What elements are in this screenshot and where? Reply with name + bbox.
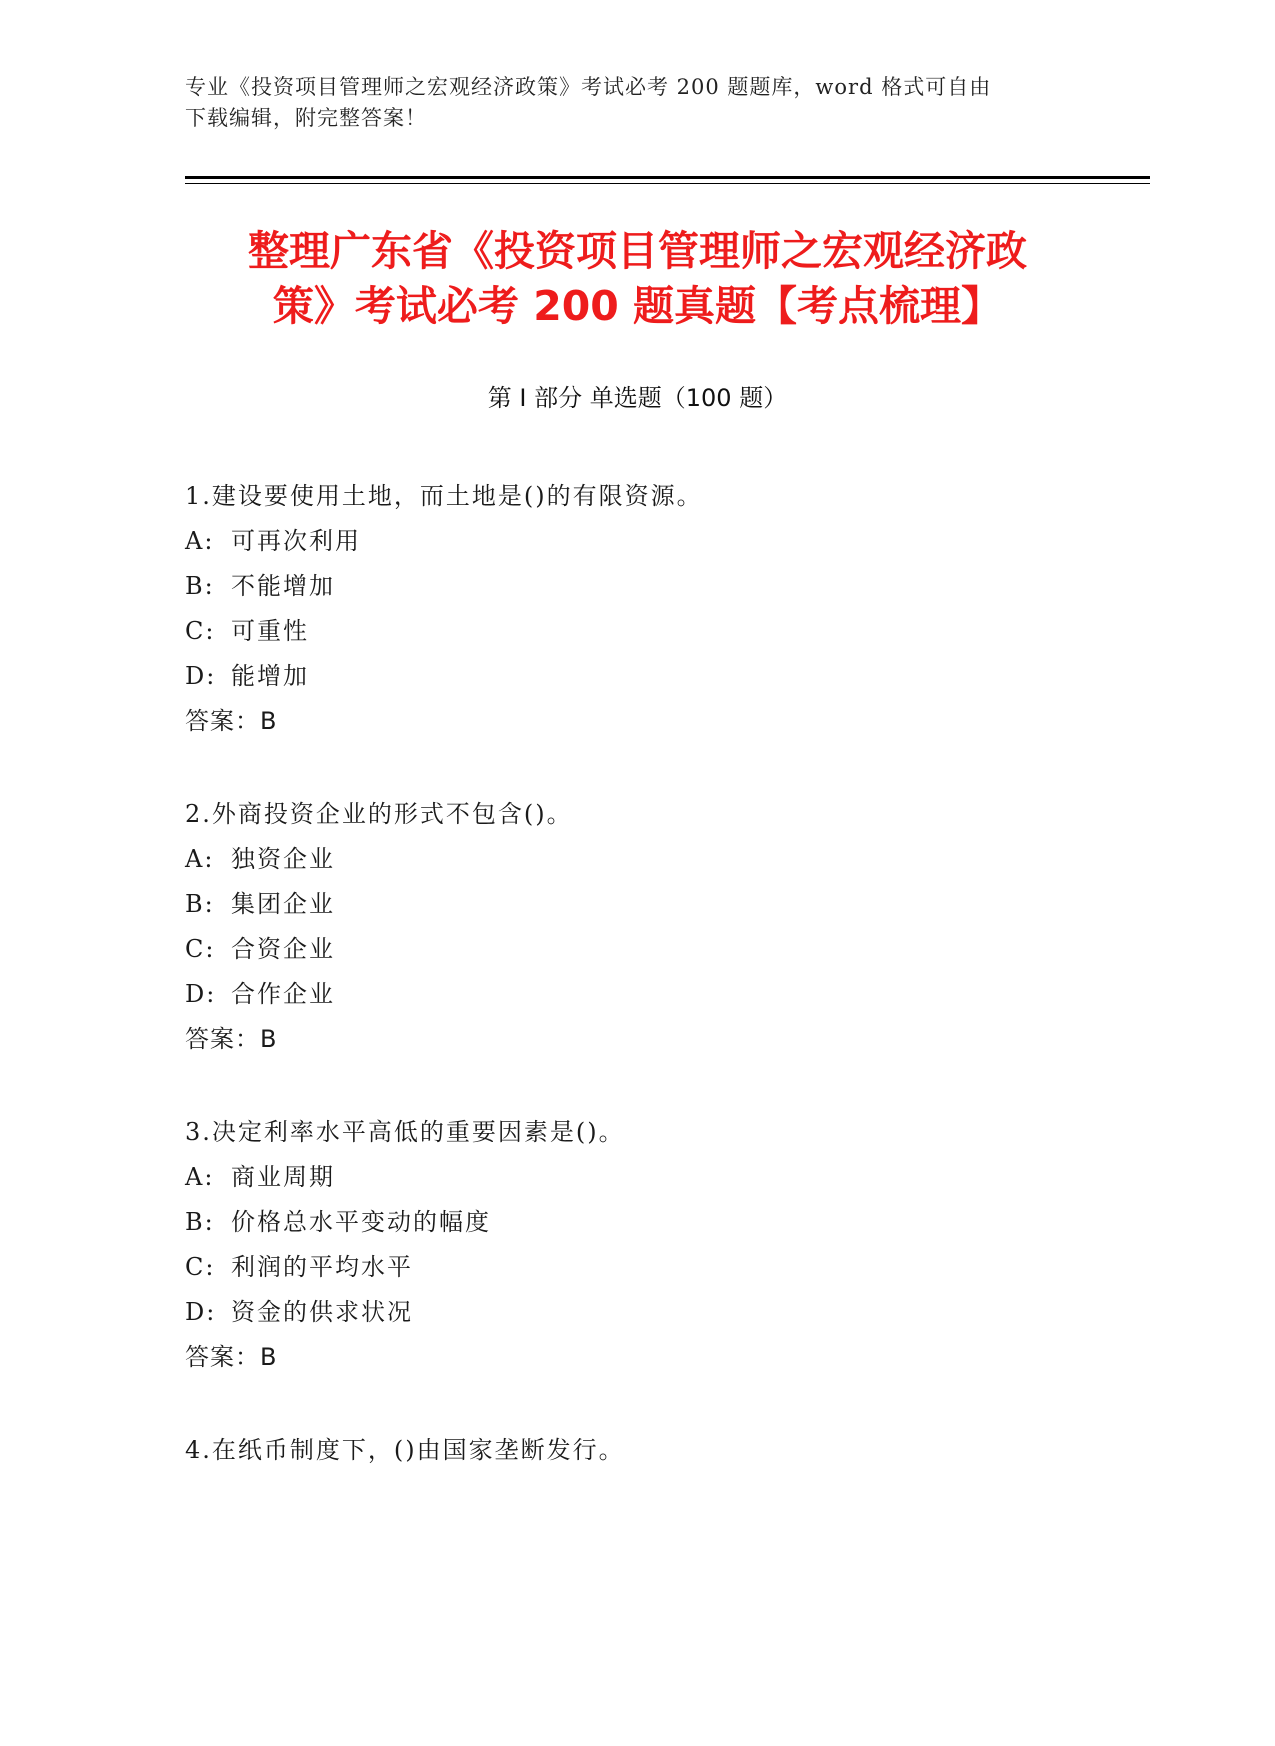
answer-value: B — [260, 1343, 278, 1371]
header-rule-thick — [185, 176, 1150, 179]
option-letter: D: — [185, 662, 217, 690]
option-letter: C: — [185, 935, 216, 963]
option-text: 能增加 — [231, 662, 309, 690]
question-stem: 2.外商投资企业的形式不包含()。 — [185, 800, 573, 828]
answer-line — [185, 699, 1135, 744]
option-a — [185, 837, 1135, 882]
option-letter: A: — [185, 845, 215, 873]
header-note-line-2: 下载编辑，附完整答案！ — [185, 106, 427, 130]
option-c — [185, 927, 1135, 972]
option-text: 资金的供求状况 — [231, 1298, 413, 1326]
question-stem: 1.建设要使用土地，而土地是()的有限资源。 — [185, 482, 703, 510]
answer-line — [185, 1335, 1135, 1380]
option-letter: D: — [185, 980, 217, 1008]
question-stem: 3.决定利率水平高低的重要因素是()。 — [185, 1118, 625, 1146]
option-b — [185, 1200, 1135, 1245]
option-text: 不能增加 — [231, 572, 335, 600]
answer-value: B — [260, 1025, 278, 1053]
option-c — [185, 1245, 1135, 1290]
answer-prefix: 答案： — [185, 707, 260, 735]
option-d — [185, 1290, 1135, 1335]
option-d — [185, 972, 1135, 1017]
option-d — [185, 654, 1135, 699]
option-text: 可再次利用 — [231, 527, 361, 555]
option-letter: B: — [185, 890, 215, 918]
option-letter: C: — [185, 617, 216, 645]
option-text: 独资企业 — [231, 845, 335, 873]
answer-prefix: 答案： — [185, 1025, 260, 1053]
option-text: 价格总水平变动的幅度 — [231, 1208, 491, 1236]
answer-line — [185, 1017, 1135, 1062]
option-a — [185, 519, 1135, 564]
question-4 — [185, 1428, 1135, 1746]
question-2 — [185, 792, 1135, 1110]
option-letter: A: — [185, 1163, 215, 1191]
answer-value: B — [260, 707, 278, 735]
option-c — [185, 609, 1135, 654]
option-letter: C: — [185, 1253, 216, 1281]
question-stem: 4.在纸币制度下，()由国家垄断发行。 — [185, 1436, 625, 1464]
option-letter: A: — [185, 527, 215, 555]
option-text: 商业周期 — [231, 1163, 335, 1191]
option-letter: B: — [185, 1208, 215, 1236]
header-rule-thin — [185, 183, 1150, 184]
option-text: 利润的平均水平 — [231, 1253, 413, 1281]
answer-prefix: 答案： — [185, 1343, 260, 1371]
option-text: 合作企业 — [231, 980, 335, 1008]
option-letter: D: — [185, 1298, 217, 1326]
option-text: 可重性 — [231, 617, 309, 645]
document-title — [160, 224, 1115, 334]
option-b — [185, 564, 1135, 609]
option-letter: B: — [185, 572, 215, 600]
option-text: 集团企业 — [231, 890, 335, 918]
option-b — [185, 882, 1135, 927]
option-text: 合资企业 — [231, 935, 335, 963]
question-1 — [185, 474, 1135, 792]
question-3 — [185, 1110, 1135, 1428]
question-list — [185, 474, 1135, 1746]
document-title-line-2: 策》考试必考 200 题真题【考点梳理】 — [272, 282, 1003, 330]
section-heading: 第 I 部分 单选题（100 题） — [487, 384, 788, 412]
header-note-line-1: 专业《投资项目管理师之宏观经济政策》考试必考 200 题题库，word 格式可自由 — [185, 75, 992, 99]
option-a — [185, 1155, 1135, 1200]
header-note — [185, 72, 1065, 134]
document-title-line-1: 整理广东省《投资项目管理师之宏观经济政 — [248, 227, 1027, 275]
